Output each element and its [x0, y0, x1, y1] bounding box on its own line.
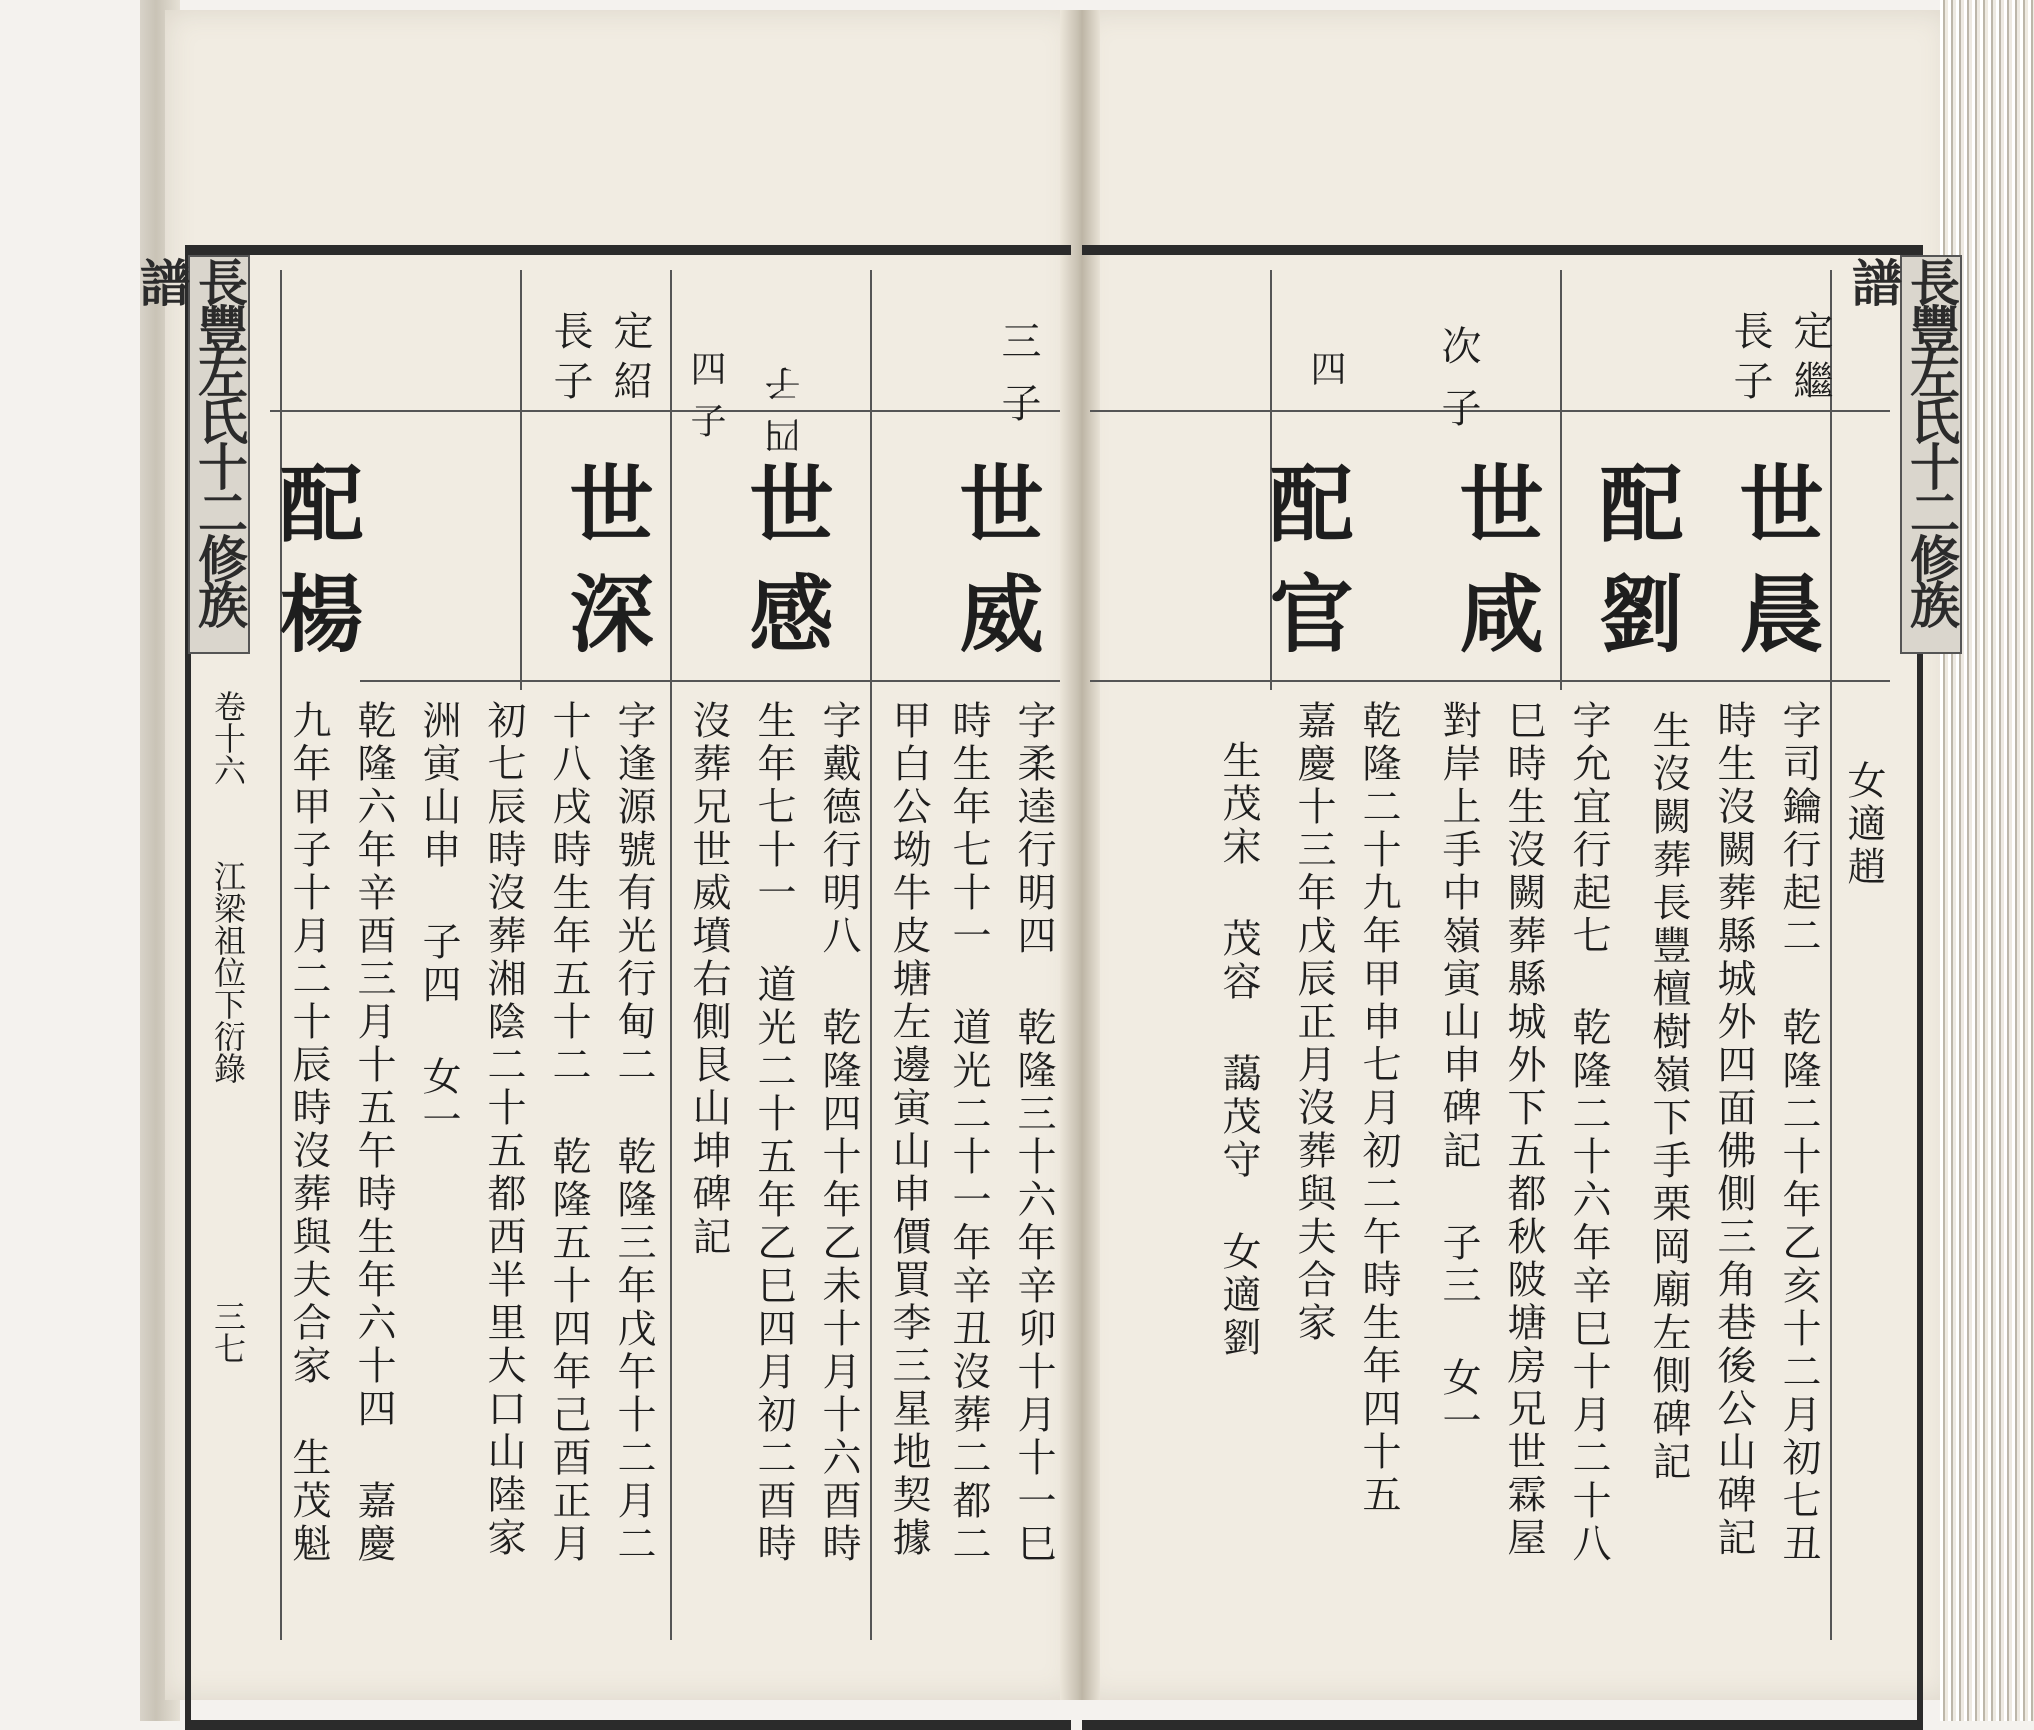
left-divider-3	[520, 270, 522, 690]
left-bio-2: 時生年七十一 道光二十一年辛丑沒葬二都二	[946, 700, 991, 1566]
right-banner-title: 長豐左氏十二修族譜	[1900, 255, 1962, 654]
right-divider-1	[1830, 270, 1832, 1640]
right-gen-header-2: 次子	[1435, 325, 1481, 449]
left-name-rule	[360, 680, 1060, 682]
right-name-rule	[1090, 680, 1890, 682]
right-bio-3: 時生沒闕葬縣城外四面佛側三角巷後公山碑記	[1711, 700, 1756, 1560]
left-gen-header-4: 定紹長子	[547, 310, 653, 410]
left-bio-11: 乾隆六年辛酉三月十五午時生年六十四 嘉慶	[351, 700, 396, 1566]
left-bio-12: 九年甲子十月二十辰時沒葬與夫合家 生茂魁	[286, 700, 331, 1566]
left-bio-9: 初七辰時沒葬湘陰二十五都西半里大口山陸家	[481, 700, 526, 1560]
right-bio-9: 嘉慶十三年戊辰正月沒葬與夫合家	[1291, 700, 1336, 1345]
right-bio-7: 對岸上手中嶺寅山申碑記 子三 女一	[1436, 700, 1481, 1443]
left-divider-2	[670, 270, 672, 1640]
left-bio-6: 沒葬兄世威墳右側艮山坤碑記	[686, 700, 731, 1259]
right-bio-10: 生茂宋 茂容 藹茂守 女適劉	[1216, 740, 1261, 1360]
left-banner-title: 長豐左氏十二修族譜	[188, 255, 250, 654]
left-bio-3: 甲白公坳牛皮塘左邊寅山申價買李三星地契據	[886, 700, 931, 1560]
left-divider-1	[870, 270, 872, 1640]
right-bio-2: 字司鑰行起二 乾隆二十年乙亥十二月初七丑	[1776, 700, 1821, 1566]
left-bio-8: 十八戌時生年五十二 乾隆五十四年己酉正月	[546, 700, 591, 1566]
right-name-4: 配官	[1256, 460, 1355, 680]
left-volume-label: 卷十六	[209, 690, 247, 786]
right-bio-4: 生沒闕葬長豐檀樹嶺下手栗岡廟左側碑記	[1646, 710, 1691, 1484]
left-bio-10: 洲寅山申 子四 女一	[416, 700, 461, 1142]
right-gen-header-3: 四	[1305, 350, 1346, 386]
left-section-label: 江梁祖位下衍錄	[209, 860, 247, 1084]
right-bio-8: 乾隆二十九年甲申七月初二午時生年四十五	[1356, 700, 1401, 1517]
left-bio-1: 字柔逵行明四 乾隆三十六年辛卯十月十一巳	[1011, 700, 1056, 1566]
right-gen-header-1: 定繼長子	[1727, 310, 1833, 410]
left-name-4: 配楊	[266, 460, 365, 680]
right-bio-1: 女適趙	[1841, 760, 1886, 889]
right-divider-2	[1560, 270, 1562, 690]
left-gen-header-3: 四子	[685, 350, 726, 454]
left-bio-4: 字戴德行明八 乾隆四十年乙未十月十六酉時	[816, 700, 861, 1566]
left-bio-7: 字逢源號有光行甸二 乾隆三年戊午十二月二	[611, 700, 656, 1566]
right-name-1: 世晨	[1726, 460, 1825, 680]
left-name-2: 世感	[736, 460, 835, 680]
left-page-number: 三七	[209, 1300, 247, 1364]
right-name-2: 配劉	[1586, 460, 1685, 680]
left-name-3: 世深	[556, 460, 655, 680]
left-name-1: 世威	[946, 460, 1045, 680]
left-gen-header-1: 三子	[995, 320, 1041, 444]
left-header-rule	[270, 410, 1060, 412]
left-bio-5: 生年七十一 道光二十五年乙巳四月初二酉時	[751, 700, 796, 1566]
right-bio-5: 字允宜行起七 乾隆二十六年辛巳十月二十八	[1566, 700, 1611, 1566]
right-bio-6: 巳時生沒闕葬縣城外下五都秋陂塘房兄世霖屋	[1501, 700, 1546, 1560]
right-name-3: 世咸	[1446, 460, 1545, 680]
left-gen-header-2: 四子	[765, 350, 806, 454]
